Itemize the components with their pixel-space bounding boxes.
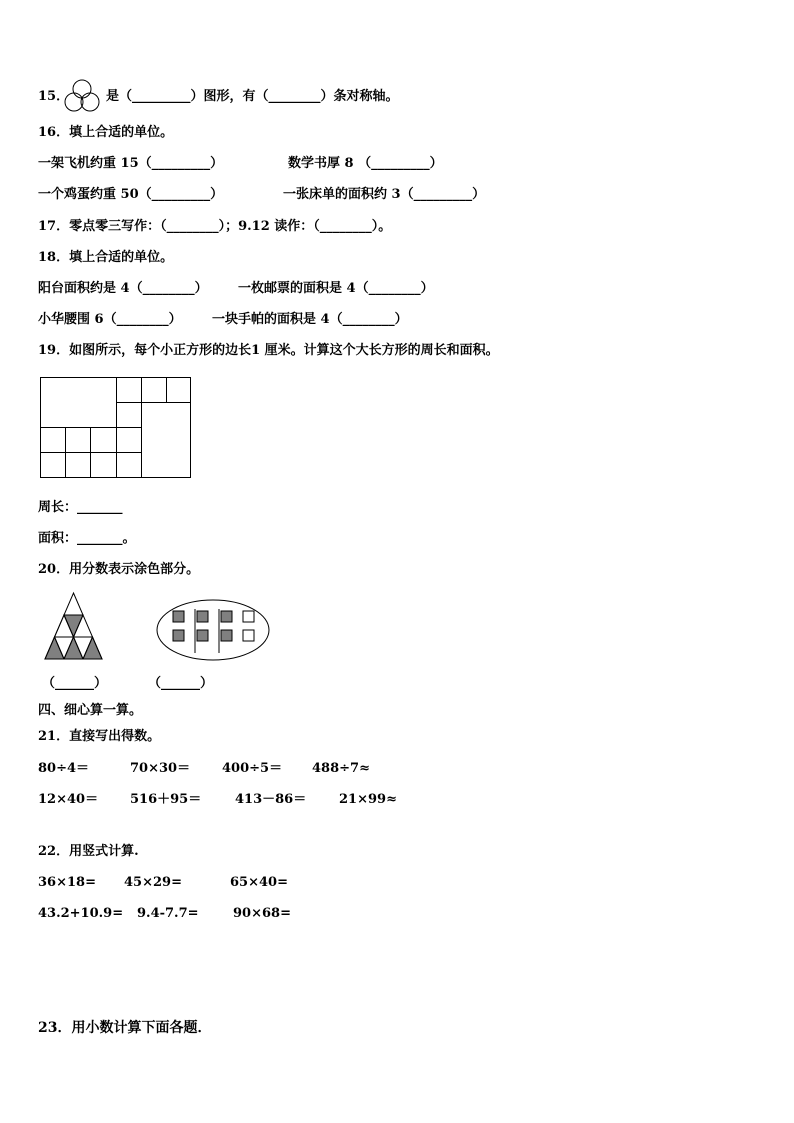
q16-title: 16．填上合适的单位。 <box>38 125 174 140</box>
q16-row1-a: 一架飞机约重 15（_________） <box>38 156 224 171</box>
q21-r1-c2: 70×30＝ <box>130 761 191 776</box>
q18-row1-a: 阳台面积约是 4（________） <box>38 281 208 296</box>
q16-row1-b: 数学书厚 8 （_________） <box>288 156 443 171</box>
q22-r1-c3: 65×40= <box>230 875 288 890</box>
triangle-fraction-figure <box>40 592 108 662</box>
q22-r2-c1: 43.2+10.9= <box>38 906 124 921</box>
q22-r1-c2: 45×29= <box>124 875 182 890</box>
section-four-title: 四、细心算一算。 <box>38 703 143 718</box>
q17-text: 17．零点零三写作：（________）；9.12 读作：（________）。 <box>38 219 392 234</box>
q18-title: 18．填上合适的单位。 <box>38 250 174 265</box>
q23-title: 23．用小数计算下面各题． <box>38 1020 212 1036</box>
q21-r2-c4: 21×99≈ <box>339 792 397 807</box>
q22-title: 22．用竖式计算. <box>38 844 139 859</box>
q22-r2-c3: 90×68= <box>233 906 291 921</box>
q21-r1-c1: 80÷4＝ <box>38 761 90 776</box>
q21-r2-c3: 413－86＝ <box>235 792 307 807</box>
q21-r2-c2: 516＋95＝ <box>130 792 202 807</box>
q21-r1-c4: 488÷7≈ <box>312 761 370 776</box>
q19-title: 19．如图所示，每个小正方形的边长1 厘米。计算这个大长方形的周长和面积。 <box>38 343 499 358</box>
q20-blank2: （______） <box>148 676 214 691</box>
q18-row2-a: 小华腰围 6（________） <box>38 312 182 327</box>
q19-area: 面积：_______。 <box>38 531 136 546</box>
q18-row1-b: 一枚邮票的面积是 4（________） <box>238 281 434 296</box>
q16-row2-a: 一个鸡蛋约重 50（_________） <box>38 187 224 202</box>
q19-perimeter: 周长：_______ <box>38 500 123 515</box>
q15-text: 是（_________）图形，有（________）条对称轴。 <box>106 89 399 104</box>
q16-row2-b: 一张床单的面积约 3（_________） <box>283 187 486 202</box>
rectangle-grid-figure <box>40 377 192 478</box>
q21-r2-c1: 12×40＝ <box>38 792 99 807</box>
three-circles-figure <box>64 78 100 114</box>
q21-r1-c3: 400÷5＝ <box>222 761 283 776</box>
q18-row2-b: 一块手帕的面积是 4（________） <box>212 312 408 327</box>
ellipse-squares-figure <box>155 597 271 663</box>
q20-title: 20．用分数表示涂色部分。 <box>38 562 200 577</box>
q20-blank1: （______） <box>42 676 108 691</box>
q21-title: 21．直接写出得数。 <box>38 729 161 744</box>
q15-number: 15． <box>38 89 70 104</box>
q22-r2-c2: 9.4-7.7= <box>137 906 199 921</box>
q22-r1-c1: 36×18= <box>38 875 96 890</box>
